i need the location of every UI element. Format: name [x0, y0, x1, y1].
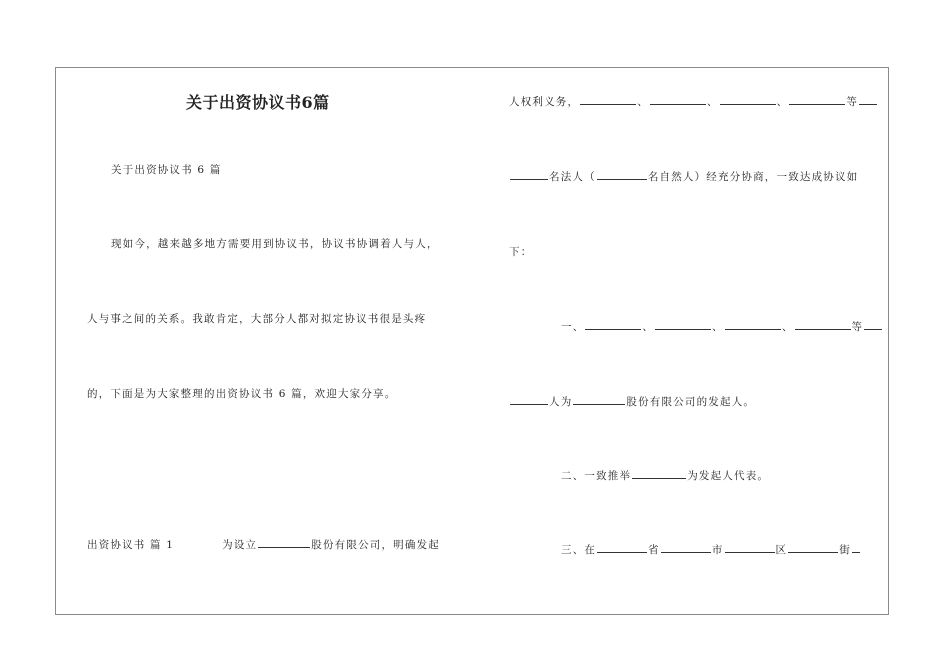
separator: 、 — [706, 96, 719, 108]
text-fragment: 名自然人）经充分协商，一致达成协议如 — [647, 171, 859, 183]
text-fragment: 等 — [851, 321, 864, 333]
text-fragment: 为设立 — [222, 539, 258, 551]
text-fragment: 一、 — [561, 321, 585, 333]
left-column — [56, 68, 476, 614]
clause-line-2 — [509, 169, 858, 184]
text-fragment: 市 — [711, 544, 724, 556]
text-fragment: 股份有限公司，明确发起 — [311, 539, 440, 551]
subtitle: 关于出资协议书 6 篇 — [111, 164, 222, 176]
clause-line-7 — [561, 542, 861, 557]
clause-line-6 — [561, 468, 769, 483]
document-page — [55, 67, 889, 615]
text-fragment: 省 — [648, 544, 660, 556]
text-fragment: 名法人（ — [549, 171, 596, 183]
fill-blank — [795, 319, 851, 330]
text-fragment: 街 — [839, 544, 851, 556]
fill-blank — [720, 94, 776, 105]
fill-blank — [788, 542, 838, 553]
text-fragment: 人为 — [549, 396, 573, 408]
fill-blank — [258, 537, 310, 548]
separator: 、 — [712, 321, 724, 333]
separator: 、 — [642, 321, 655, 333]
fill-blank — [632, 468, 686, 479]
fill-blank — [725, 319, 781, 330]
fill-blank — [597, 542, 647, 553]
text-fragment: 人权利义务， — [509, 96, 580, 108]
paragraph-line-4 — [87, 537, 440, 552]
fill-blank — [580, 94, 636, 105]
separator: 、 — [637, 96, 649, 108]
fill-blank — [650, 94, 706, 105]
fill-blank — [597, 169, 647, 180]
text-fragment: 为发起人代表。 — [687, 470, 770, 482]
page-title: 关于出资协议书6篇 — [186, 93, 330, 112]
separator: 、 — [781, 321, 794, 333]
fill-blank — [661, 542, 711, 553]
separator: 、 — [776, 96, 789, 108]
text-fragment: 股份有限公司的发起人。 — [626, 396, 756, 408]
text-fragment: 区 — [775, 544, 788, 556]
fill-blank — [585, 319, 641, 330]
fill-blank — [852, 542, 860, 553]
fill-blank — [864, 319, 882, 330]
paragraph-line-3: 的，下面是为大家整理的出资协议书 6 篇，欢迎大家分享。 — [87, 388, 397, 400]
text-fragment: 二、一致推举 — [561, 470, 632, 482]
text-fragment: 等 — [846, 96, 859, 108]
section-heading: 出资协议书 篇 1 — [87, 539, 175, 551]
clause-line-3: 下： — [509, 246, 533, 258]
clause-line-5 — [509, 394, 755, 409]
fill-blank — [859, 94, 877, 105]
fill-blank — [725, 542, 775, 553]
text-fragment: 三、在 — [561, 544, 597, 556]
clause-line-1 — [509, 94, 878, 109]
fill-blank — [510, 394, 548, 405]
fill-blank — [789, 94, 845, 105]
paragraph-line-1: 现如今，越来越多地方需要用到协议书，协议书协调着人与人， — [111, 238, 439, 250]
fill-blank — [655, 319, 711, 330]
fill-blank — [510, 169, 548, 180]
fill-blank — [573, 394, 625, 405]
right-column — [501, 68, 890, 614]
paragraph-line-2: 人与事之间的关系。我敢肯定，大部分人都对拟定协议书很是头疼 — [87, 313, 427, 325]
clause-line-4 — [561, 319, 883, 334]
